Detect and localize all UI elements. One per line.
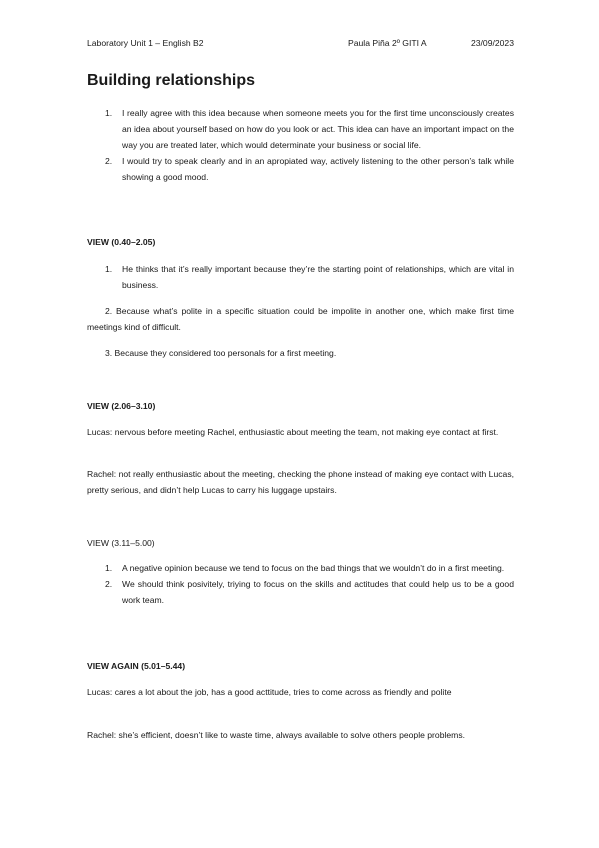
view-1-paragraph-2 — [87, 304, 514, 336]
header-author: Paula Piña 2º GITI A — [348, 38, 427, 48]
paragraph: 2. Because what’s polite in a specific situation could be impolite in another one, which make first time meetings kind of difficult. — [87, 306, 514, 332]
list-text: I would try to speak clearly and in an apropiated way, actively listening to the other person’s talk while showing a good mood. — [122, 155, 514, 182]
section-heading: VIEW (2.06–3.10) — [87, 401, 156, 411]
view-1-list — [87, 262, 514, 294]
header-date: 23/09/2023 — [470, 38, 514, 48]
list-text: We should think posivitely, triying to focus on the skills and actitudes that could help us to be a good work team. — [122, 578, 514, 605]
view-2-rachel — [87, 467, 514, 499]
section-heading: VIEW (3.11–5.00) — [87, 538, 155, 548]
paragraph: 3. Because they considered too personals for a first meeting. — [105, 348, 337, 358]
list-item — [87, 154, 514, 186]
paragraph: Rachel: she’s efficient, doesn’t like to waste time, always available to solve others people problems. — [87, 730, 466, 740]
document-title: Building relationships — [87, 72, 256, 89]
intro-list — [87, 106, 514, 186]
list-number: 1. — [105, 264, 113, 274]
list-text: He thinks that it’s really important because they’re the starting point of relationships, which are vital in business. — [122, 264, 514, 290]
paragraph: Lucas: nervous before meeting Rachel, enthusiastic about meeting the team, not making eye contact at first. — [87, 427, 499, 437]
list-text: I really agree with this idea because when someone meets you for the first time unconsciously creates an idea about yourself based on how do you look or act. This idea can have an important impact on the way you are treated later, which would determinate your business or social life. — [122, 108, 514, 150]
section-heading: VIEW (0.40–2.05) — [87, 237, 156, 247]
paragraph: Rachel: not really enthusiastic about the meeting, checking the phone instead of making eye contact with Lucas, pretty serious, and didn’t help Lucas to carry his luggage upstairs. — [87, 469, 514, 495]
view-3-list — [87, 561, 514, 609]
list-item — [87, 262, 514, 294]
list-number: 2. — [105, 155, 113, 166]
header-course: Laboratory Unit 1 – English B2 — [87, 38, 204, 48]
section-view-2 — [87, 399, 514, 415]
list-number: 2. — [105, 578, 113, 589]
section-intro — [87, 106, 514, 186]
list-item — [87, 106, 514, 154]
section-view-1 — [87, 235, 514, 251]
section-view-again — [87, 659, 514, 675]
view-again-lucas — [87, 685, 514, 701]
list-number: 1. — [105, 108, 113, 118]
page-header — [87, 38, 514, 52]
view-again-rachel — [87, 728, 514, 744]
section-view-3 — [87, 536, 514, 552]
list-number: 1. — [105, 563, 113, 573]
list-item — [87, 577, 514, 609]
list-text: A negative opinion because we tend to focus on the bad things that we wouldn’t do in a first meeting. — [122, 563, 505, 573]
list-item — [87, 561, 514, 577]
paragraph: Lucas: cares a lot about the job, has a good acttitude, tries to come across as friendly and polite — [87, 687, 452, 697]
section-heading: VIEW AGAIN (5.01–5.44) — [87, 661, 186, 671]
view-1-paragraph-3 — [87, 346, 514, 362]
view-2-lucas — [87, 425, 514, 441]
